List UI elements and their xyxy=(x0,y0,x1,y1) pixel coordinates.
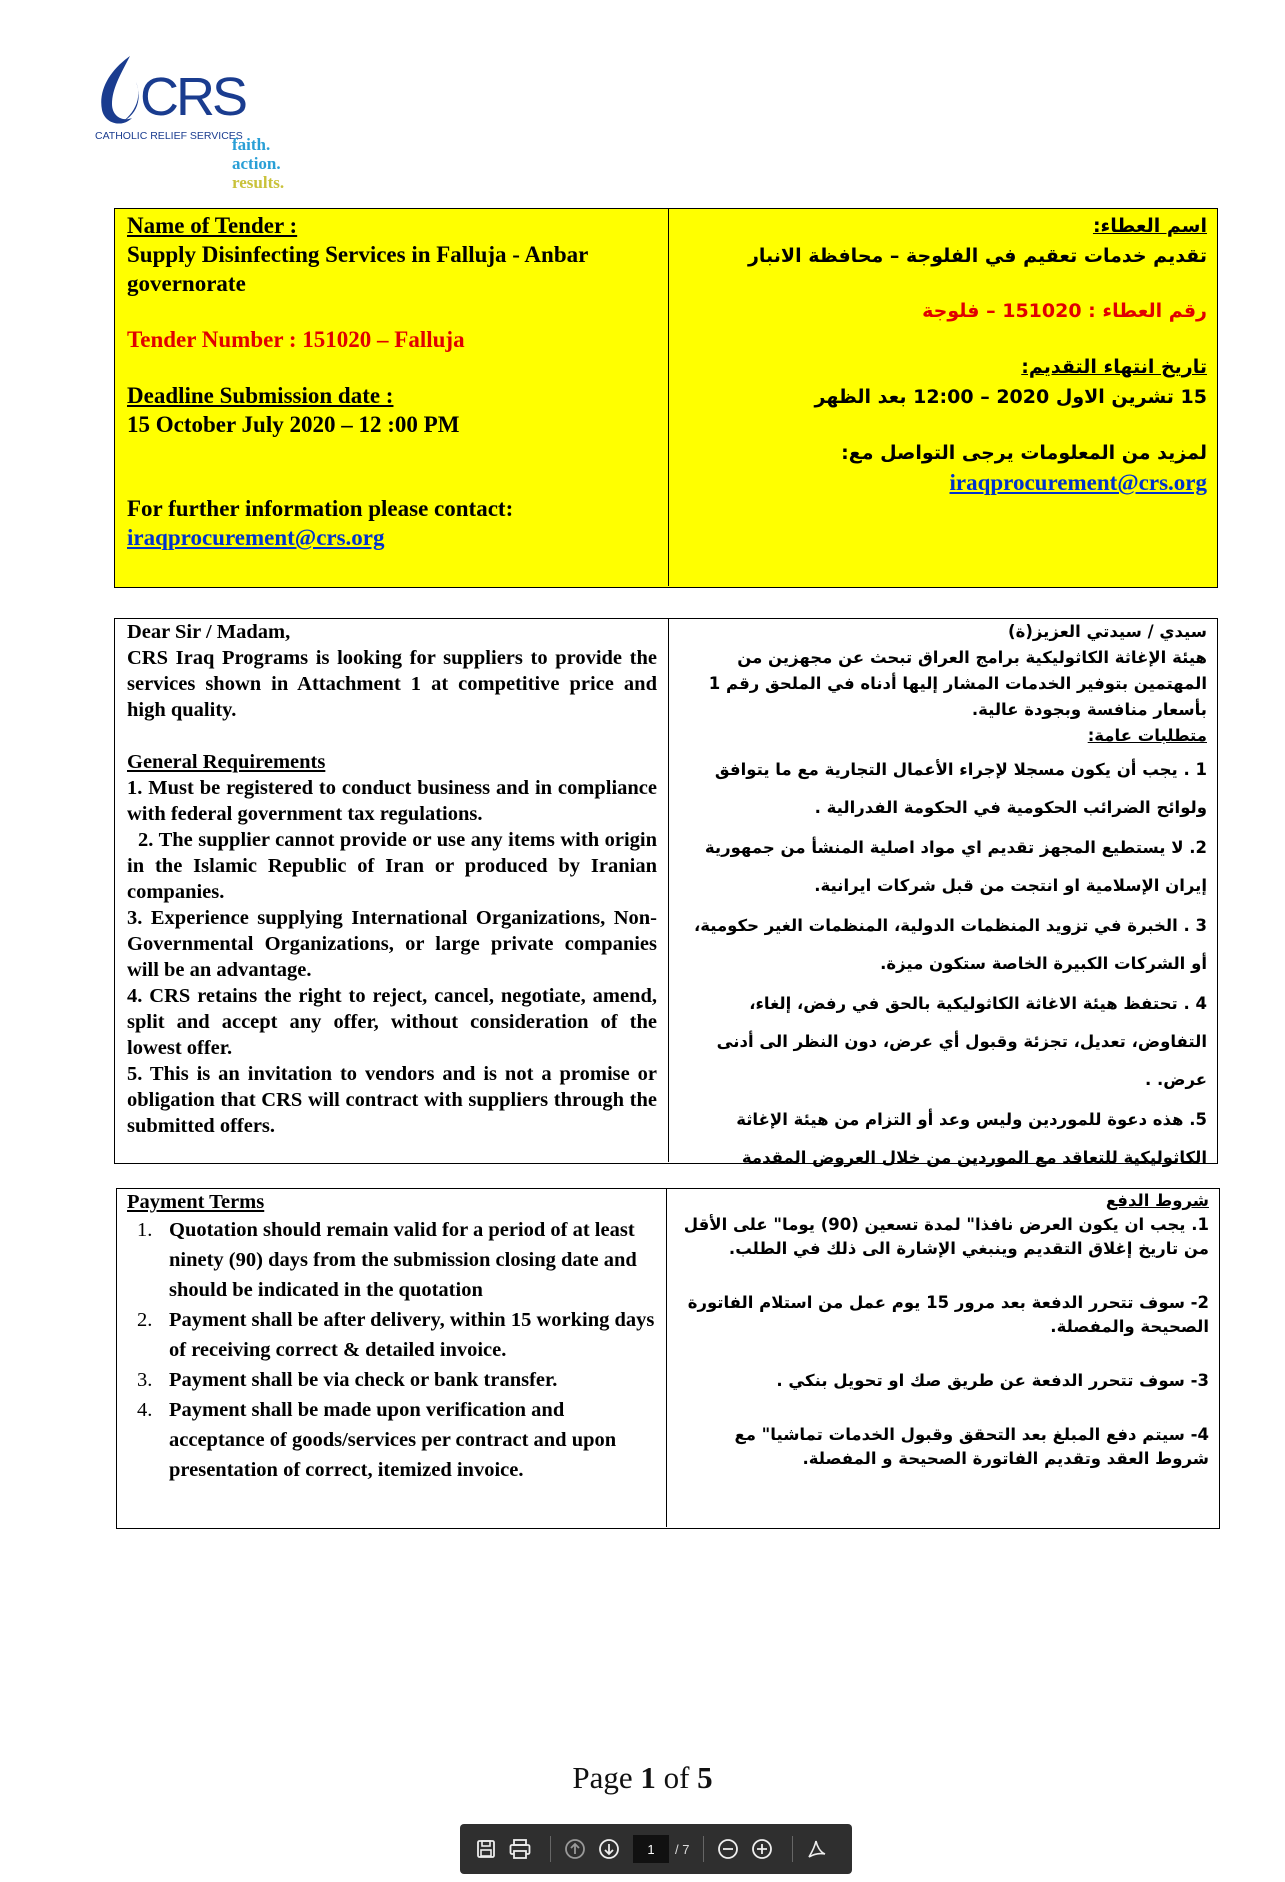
ar-requirement-4: 4 . تحتفظ هيئة الاغاثة الكاثوليكية بالحق في رفض، إلغاء، التفاوض، تعديل، تجزئة وقبول أي عرض، دون النظر الى أدنى عرض. . xyxy=(716,994,1207,1089)
zoom-in-button[interactable] xyxy=(748,1835,776,1863)
toolbar-divider xyxy=(792,1836,793,1862)
payment-title: Payment Terms xyxy=(127,1191,265,1213)
payment-item-text: Payment shall be after delivery, within 15 working days of receiving correct & detailed invoice. xyxy=(169,1309,655,1361)
payment-item xyxy=(127,1215,659,1305)
payment-item-number: 3. xyxy=(137,1369,153,1391)
ar-payment-item-2: 2- سوف تتحرر الدفعة بعد مرور 15 يوم عمل من استلام الفاتورة الصحيحة والمفصلة. xyxy=(687,1293,1209,1336)
print-button[interactable] xyxy=(506,1835,534,1863)
payment-item-text: Quotation should remain valid for a period of at least ninety (90) days from the submission closing date and should be indicated in the quotation xyxy=(169,1219,637,1301)
logo-org-name: CATHOLIC RELIEF SERVICES xyxy=(95,130,243,142)
ar-tender-name-label: اسم العطاء: xyxy=(1092,215,1207,237)
payment-ar-cell xyxy=(679,1189,1209,1471)
save-button[interactable] xyxy=(472,1835,500,1863)
logo-tagline-faith: faith. xyxy=(232,135,271,154)
ar-payment-title: شروط الدفع xyxy=(1105,1191,1209,1210)
ar-deadline-value: 15 تشرين الاول 2020 – 12:00 بعد الظهر xyxy=(814,386,1207,408)
contact-label: For further information please contact: xyxy=(127,496,514,521)
requirement-1: 1. Must be registered to conduct business and in compliance with federal government tax regulations. xyxy=(127,777,657,825)
previous-page-button[interactable] xyxy=(561,1835,589,1863)
ar-requirement-2: 2. لا يستطيع المجهز تقديم اي مواد اصلية المنشأ من جمهورية إيران الإسلامية او انتجت من قبل شركات ايرانية. xyxy=(704,838,1207,895)
general-requirements-table xyxy=(114,618,1218,1167)
toolbar-divider xyxy=(703,1836,704,1862)
toolbar-divider xyxy=(550,1836,551,1862)
payment-item-number: 2. xyxy=(137,1309,153,1331)
print-icon xyxy=(509,1839,531,1859)
greeting: Dear Sir / Madam, xyxy=(127,621,291,643)
page-number-footer xyxy=(0,1760,1285,1796)
requirement-5: 5. This is an invitation to vendors and is not a promise or obligation that CRS will contract with suppliers through the submitted offers. xyxy=(127,1063,657,1137)
payment-en-cell xyxy=(127,1189,659,1485)
ar-intro-text: هيئة الإغاثة الكاثوليكية برامج العراق تبحث عن مجهزين من المهتمين بتوفير الخدمات المشار إليها أدناه في الملحق رقم 1 بأسعار منافسة وبجودة عالية. xyxy=(708,648,1207,719)
ar-requirement-3: 3 . الخبرة في تزويد المنظمات الدولية، المنظمات الغير حكومية، أو الشركات الكبيرة الخاصة ستكون ميزة. xyxy=(693,916,1207,973)
ar-tender-number: رقم العطاء : 151020 – فلوجة xyxy=(922,300,1207,322)
payment-item-number: 1. xyxy=(137,1219,153,1241)
ar-deadline-label: تاريخ انتهاء التقديم: xyxy=(1021,356,1207,378)
payment-terms-table xyxy=(116,1188,1220,1529)
ar-payment-item-4: 4- سيتم دفع المبلغ بعد التحقق وقبول الخدمات تماشيا" مع شروط العقد وتقديم الفاتورة الصحيحة و المفصلة. xyxy=(734,1425,1209,1468)
intro-text: CRS Iraq Programs is looking for suppliers to provide the services shown in Attachment 1 at competitive price and high quality. xyxy=(127,647,657,721)
crs-logo xyxy=(92,52,312,192)
table-divider xyxy=(668,209,669,586)
next-page-button[interactable] xyxy=(595,1835,623,1863)
payment-item xyxy=(127,1395,659,1485)
general-en-cell xyxy=(127,619,663,1139)
page-total: 5 xyxy=(697,1760,713,1795)
logo-tagline-action: action. xyxy=(232,154,281,173)
ar-requirements-title: متطلبات عامة: xyxy=(1087,726,1207,745)
table-divider xyxy=(668,619,669,1162)
requirement-3: 3. Experience supplying International Organizations, Non-Governmental Organizations, or large private companies will be an advantage. xyxy=(127,907,657,981)
tender-ar-cell xyxy=(680,211,1207,498)
requirement-2: 2. The supplier cannot provide or use any items with origin in the Islamic Republic of Iran or produced by Iranian companies. xyxy=(127,829,663,903)
ar-greeting: سيدي / سيدتي العزيز(ة) xyxy=(1008,622,1207,641)
ar-tender-name-value: تقديم خدمات تعقيم في الفلوجة – محافظة الانبار xyxy=(747,245,1207,267)
tender-info-table xyxy=(114,208,1218,588)
pdf-viewer-toolbar xyxy=(460,1824,852,1874)
page-number-input[interactable]: 1 xyxy=(633,1835,669,1863)
payment-item xyxy=(127,1365,659,1395)
payment-item-text: Payment shall be via check or bank transfer. xyxy=(169,1369,558,1391)
open-in-acrobat-button[interactable] xyxy=(803,1835,831,1863)
save-icon xyxy=(476,1839,496,1859)
contact-email-link[interactable]: iraqprocurement@crs.org xyxy=(127,525,385,550)
requirements-title: General Requirements xyxy=(127,751,326,773)
general-ar-cell xyxy=(680,619,1207,1177)
deadline-value: 15 October July 2020 – 12 :00 PM xyxy=(127,412,460,437)
table-divider xyxy=(666,1189,667,1527)
ar-payment-item-3: 3- سوف تتحرر الدفعة عن طريق صك او تحويل بنكي . xyxy=(776,1371,1209,1390)
arrow-up-circle-icon xyxy=(564,1838,586,1860)
acrobat-icon xyxy=(806,1838,828,1860)
payment-item-text: Payment shall be made upon verification and acceptance of goods/services per contract and upon presentation of correct, itemized invoice. xyxy=(169,1399,617,1481)
ar-contact-email-link[interactable]: iraqprocurement@crs.org xyxy=(949,470,1207,495)
plus-circle-icon xyxy=(751,1838,773,1860)
logo-brand: CRS xyxy=(140,67,246,127)
tender-name-value: Supply Disinfecting Services in Falluja - Anbar governorate xyxy=(127,242,588,296)
ar-requirement-5: 5. هذه دعوة للموردين وليس وعد أو التزام من هيئة الإغاثة الكاثوليكية للتعاقد مع الموردين من خلال العروض المقدمة xyxy=(736,1110,1207,1167)
tender-name-label: Name of Tender : xyxy=(127,213,298,238)
ar-payment-item-1: 1. يجب ان يكون العرض نافذا" لمدة تسعين (90) يوما" على الأقل من تاريخ إغلاق التقديم وينبغي الإشارة الى ذلك في الطلب. xyxy=(683,1215,1209,1258)
of-word: of xyxy=(663,1760,690,1795)
tender-number: Tender Number : 151020 – Falluja xyxy=(127,327,465,352)
payment-list xyxy=(127,1215,659,1485)
tender-en-cell xyxy=(127,211,657,552)
requirement-4: 4. CRS retains the right to reject, cancel, negotiate, amend, split and accept any offer, without consideration of the lowest offer. xyxy=(127,985,657,1059)
ar-contact-label: لمزيد من المعلومات يرجى التواصل مع: xyxy=(841,442,1207,464)
deadline-label: Deadline Submission date : xyxy=(127,383,394,408)
payment-item xyxy=(127,1305,659,1365)
arrow-down-circle-icon xyxy=(598,1838,620,1860)
minus-circle-icon xyxy=(717,1838,739,1860)
ar-requirement-1: 1 . يجب أن يكون مسجلا لإجراء الأعمال التجارية مع ما يتوافق ولوائح الضرائب الحكومية في الحكومة الفدرالية . xyxy=(714,760,1207,817)
zoom-out-button[interactable] xyxy=(714,1835,742,1863)
page-count-label: / 7 xyxy=(675,1841,690,1857)
logo-tagline-results: results. xyxy=(232,173,285,192)
page-current: 1 xyxy=(640,1760,656,1795)
page-word: Page xyxy=(572,1760,633,1795)
payment-item-number: 4. xyxy=(137,1399,153,1421)
